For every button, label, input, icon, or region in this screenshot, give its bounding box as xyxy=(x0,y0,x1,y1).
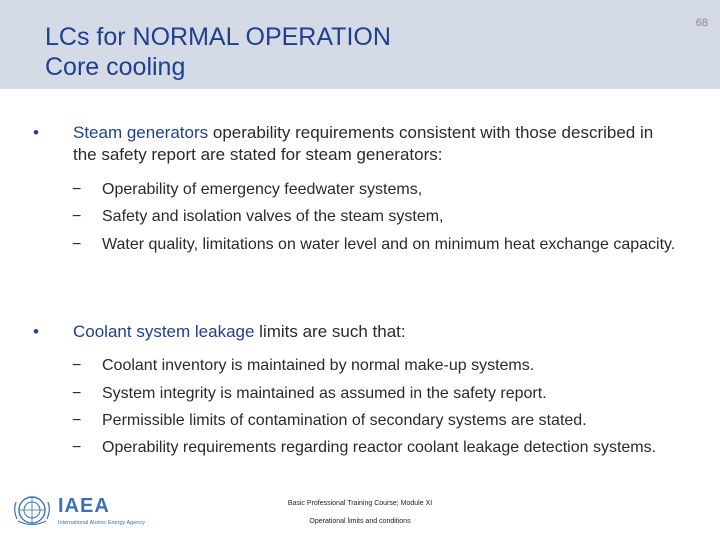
bullet-marker: • xyxy=(33,123,39,142)
title-line-2: Core cooling xyxy=(45,53,186,81)
sub-item-text: Coolant inventory is maintained by normal make-up systems. xyxy=(102,357,535,374)
dash-marker: − xyxy=(72,357,82,374)
sub-item-text: Operability requirements regarding reactor coolant leakage detection systems. xyxy=(102,439,657,456)
title-line-1: LCs for NORMAL OPERATION xyxy=(45,23,391,51)
dash-marker: − xyxy=(72,236,82,253)
header-band xyxy=(0,0,720,89)
sub-item-text: Operability of emergency feedwater systems, xyxy=(102,181,423,198)
bullet-highlight: Coolant system leakage xyxy=(73,322,255,341)
footer-topic: Operational limits and conditions xyxy=(309,518,411,525)
bullet-text xyxy=(73,321,673,343)
iaea-subtitle: International Atomic Energy Agency xyxy=(58,520,145,526)
bullet-body: limits are such that: xyxy=(254,322,406,341)
dash-marker: − xyxy=(72,412,82,429)
bullet-text xyxy=(73,122,673,166)
dash-marker: − xyxy=(72,385,82,402)
bullet-highlight: Steam generators xyxy=(73,123,209,142)
sub-item-text: Permissible limits of contamination of secondary systems are stated. xyxy=(102,412,587,429)
dash-marker: − xyxy=(72,208,82,225)
un-emblem-icon xyxy=(12,492,52,528)
sub-item-text: Water quality, limitations on water level and on minimum heat exchange capacity. xyxy=(102,236,676,253)
sub-item-text: Safety and isolation valves of the steam system, xyxy=(102,208,444,225)
iaea-wordmark: IAEA xyxy=(58,495,110,517)
bullet-marker: • xyxy=(33,322,39,341)
slide-number: 68 xyxy=(695,17,708,29)
footer-course: Basic Professional Training Course; Module XI xyxy=(287,500,433,507)
dash-marker: − xyxy=(72,439,82,456)
iaea-logo xyxy=(12,492,182,532)
dash-marker: − xyxy=(72,181,82,198)
bullet-body: operability requirements consistent with those described in the safety report are stated for steam generators: xyxy=(73,123,654,164)
slide-title xyxy=(45,22,391,82)
sub-item-text: System integrity is maintained as assumed in the safety report. xyxy=(102,385,547,402)
